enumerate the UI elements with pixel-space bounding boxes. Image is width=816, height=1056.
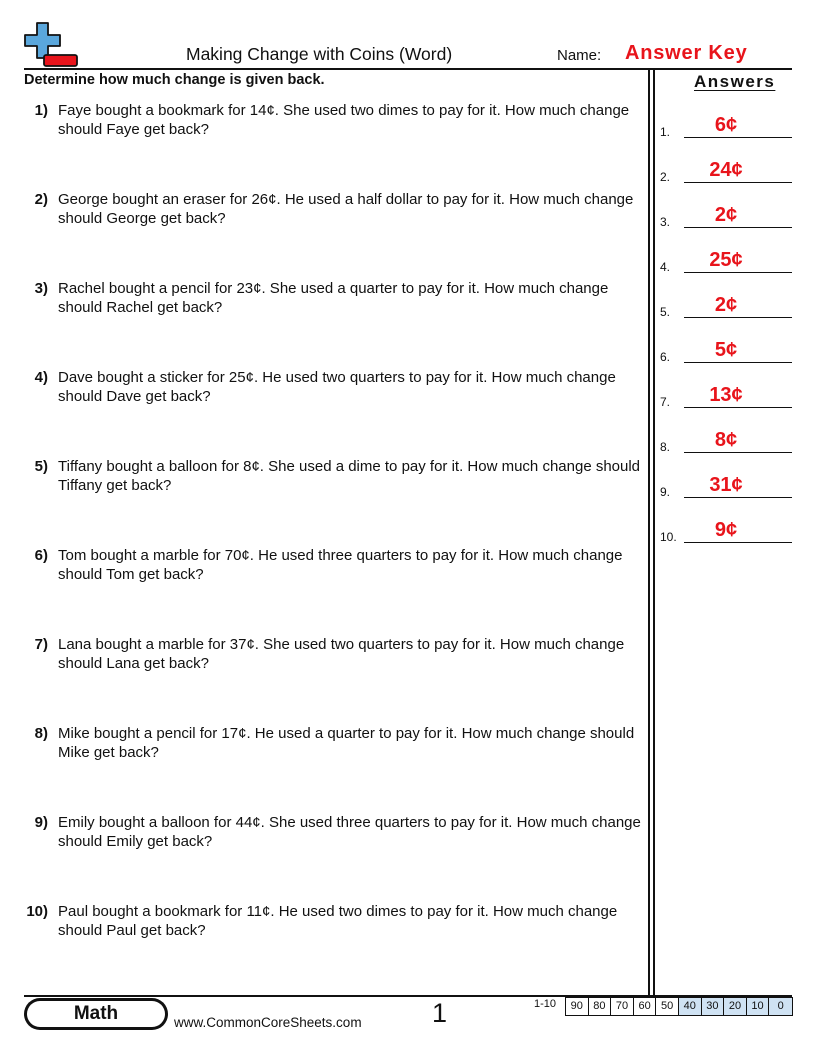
answer-key-label: Answer Key	[625, 42, 748, 64]
answer-row	[660, 250, 792, 274]
score-cell: 10	[747, 998, 770, 1015]
answer-row	[660, 205, 792, 229]
answers-heading: Answers	[694, 72, 776, 91]
name-label: Name:	[557, 47, 602, 64]
answer-row	[660, 340, 792, 364]
answer-row	[660, 295, 792, 319]
answer-line	[684, 272, 792, 273]
score-cell: 50	[656, 998, 679, 1015]
answer-number: 2.	[660, 170, 671, 184]
question-number: 5)	[34, 458, 48, 475]
score-cell: 30	[702, 998, 725, 1015]
answer-line	[684, 362, 792, 363]
question-text: Rachel bought a pencil for 23¢. She used a quarter to pay for it. How much change should Rachel get back?	[58, 280, 609, 316]
answer-value: 25¢	[709, 249, 743, 271]
score-cell: 70	[611, 998, 634, 1015]
answer-value: 2¢	[714, 294, 738, 316]
answer-value: 2¢	[714, 204, 738, 226]
score-cell: 90	[566, 998, 589, 1015]
answer-value: 31¢	[709, 474, 743, 496]
answer-line	[684, 227, 792, 228]
score-cell: 0	[769, 998, 792, 1015]
answer-line	[684, 182, 792, 183]
question-text: Emily bought a balloon for 44¢. She used three quarters to pay for it. How much change should Emily get back?	[58, 814, 641, 850]
subject-label: Math	[27, 1001, 165, 1027]
instructions: Determine how much change is given back.	[24, 72, 325, 88]
answer-number: 10.	[660, 530, 677, 544]
question-text: Lana bought a marble for 37¢. She used two quarters to pay for it. How much change should Lana get back?	[58, 636, 625, 672]
question-number: 10)	[26, 903, 48, 920]
answer-value: 5¢	[714, 339, 738, 361]
answer-value: 13¢	[709, 384, 743, 406]
answer-number: 5.	[660, 305, 671, 319]
answer-value: 24¢	[709, 159, 743, 181]
answer-number: 1.	[660, 125, 671, 139]
column-divider	[653, 69, 655, 997]
answer-number: 3.	[660, 215, 671, 229]
answer-line	[684, 317, 792, 318]
answer-line	[684, 452, 792, 453]
question-text: Paul bought a bookmark for 11¢. He used two dimes to pay for it. How much change should Paul get back?	[58, 903, 618, 939]
website-url: www.CommonCoreSheets.com	[174, 1015, 362, 1030]
question-number: 4)	[34, 369, 48, 386]
question-text: George bought an eraser for 26¢. He used a half dollar to pay for it. How much change should George get back?	[58, 191, 634, 227]
question-text: Faye bought a bookmark for 14¢. She used two dimes to pay for it. How much change should Faye get back?	[58, 102, 630, 138]
question-number: 8)	[34, 725, 48, 742]
question-number: 3)	[34, 280, 48, 297]
plus-minus-logo-icon	[24, 22, 80, 68]
answer-line	[684, 497, 792, 498]
answer-line	[684, 137, 792, 138]
answer-number: 6.	[660, 350, 671, 364]
question-text: Tiffany bought a balloon for 8¢. She used a dime to pay for it. How much change should Tiffany get back?	[58, 458, 641, 494]
answer-number: 9.	[660, 485, 671, 499]
answer-number: 4.	[660, 260, 671, 274]
score-cell: 20	[724, 998, 747, 1015]
answer-value: 6¢	[714, 114, 738, 136]
score-range-label: 1-10	[534, 998, 557, 1010]
question-number: 1)	[34, 102, 48, 119]
answer-row	[660, 160, 792, 184]
question-text: Tom bought a marble for 70¢. He used three quarters to pay for it. How much change should Tom get back?	[58, 547, 623, 583]
answer-value: 9¢	[714, 519, 738, 541]
answer-row	[660, 475, 792, 499]
page-number: 1	[432, 998, 448, 1028]
answer-row	[660, 430, 792, 454]
answer-row	[660, 520, 792, 544]
answer-number: 8.	[660, 440, 671, 454]
header-divider	[24, 68, 792, 70]
answer-line	[684, 407, 792, 408]
answer-number: 7.	[660, 395, 671, 409]
answer-row	[660, 115, 792, 139]
score-cell: 40	[679, 998, 702, 1015]
question-number: 6)	[34, 547, 48, 564]
question-number: 9)	[34, 814, 48, 831]
column-divider	[648, 69, 650, 997]
score-cell: 60	[634, 998, 657, 1015]
answer-line	[684, 542, 792, 543]
question-number: 7)	[34, 636, 48, 653]
subject-badge	[24, 998, 168, 1030]
page-title: Making Change with Coins (Word)	[186, 44, 453, 64]
question-text: Mike bought a pencil for 17¢. He used a quarter to pay for it. How much change should Mike get back?	[58, 725, 635, 761]
score-table	[565, 997, 793, 1016]
answer-row	[660, 385, 792, 409]
question-number: 2)	[34, 191, 48, 208]
score-cell: 80	[589, 998, 612, 1015]
answer-value: 8¢	[714, 429, 738, 451]
question-text: Dave bought a sticker for 25¢. He used two quarters to pay for it. How much change should Dave get back?	[58, 369, 616, 405]
